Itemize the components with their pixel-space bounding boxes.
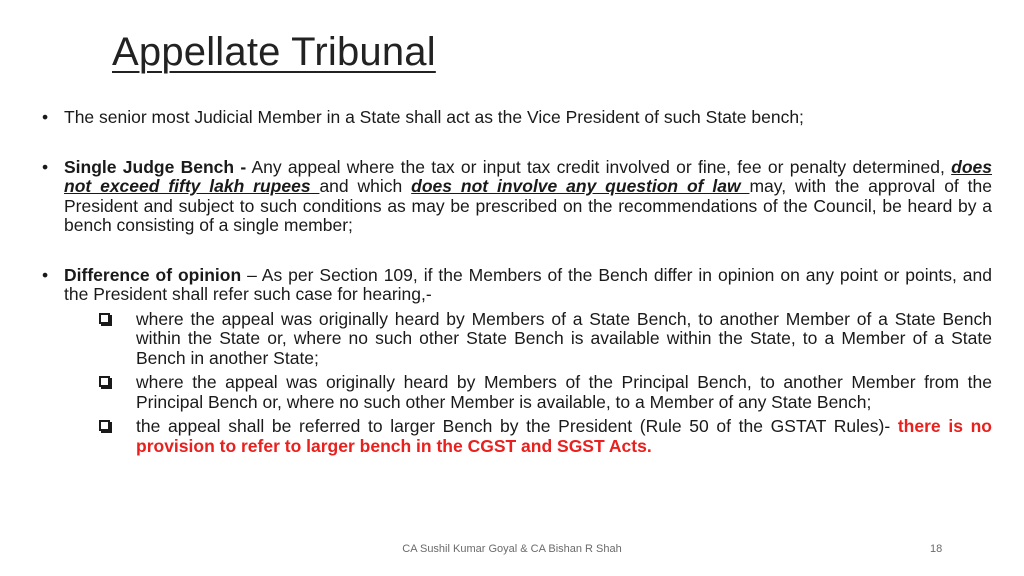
slide-body	[42, 108, 992, 456]
sub-item-text: the appeal shall be referred to larger Bench by the President (Rule 50 of the GSTAT Rules)-	[136, 416, 891, 436]
slide-title: Appellate Tribunal	[112, 30, 436, 74]
bullet-text: The senior most Judicial Member in a State shall act as the Vice President of such State bench;	[64, 107, 804, 127]
bullet-text-part: Any appeal where the tax or input tax credit involved or fine, fee or penalty determined,	[246, 156, 952, 177]
bullet-icon: •	[42, 107, 49, 127]
sub-item-principal-bench	[42, 373, 992, 412]
bullet-icon: •	[42, 156, 49, 177]
checkbox-bullet-icon	[99, 420, 110, 431]
sub-item-text: where the appeal was originally heard by Members of a State Bench, to another Member of a State Bench within the State or, where no such other State Bench is available within the State, to a Member of a State Bench in another State;	[136, 308, 992, 368]
bullet-text-part: may, with the approval of the President and subject to such conditions as may be prescribed on the recommendations of the Council, be heard by a bench consisting of a single member;	[64, 176, 992, 235]
checkbox-bullet-icon	[99, 313, 110, 324]
sub-item-larger-bench	[42, 417, 992, 456]
bullet-heading: Difference of opinion	[64, 264, 242, 285]
bullet-heading: Single Judge Bench -	[64, 156, 247, 177]
bullet-vice-president	[42, 108, 992, 128]
highlight-note: there is no provision to refer to larger bench in the CGST and SGST Acts.	[136, 416, 992, 456]
sub-item-text: where the appeal was originally heard by Members of the Principal Bench, to another Member from the Principal Bench or, where no such other Member is available, to a Member of any State Bench;	[136, 372, 992, 412]
page-number: 18	[930, 543, 943, 555]
sub-item-state-bench	[42, 310, 992, 369]
bullet-difference-of-opinion	[42, 266, 992, 305]
checkbox-bullet-icon	[99, 376, 110, 387]
bullet-text-part: and which	[319, 176, 412, 196]
emphasis-limit: does not exceed fifty lakh rupees	[64, 156, 992, 196]
bullet-icon: •	[42, 264, 49, 285]
bullet-text: – As per Section 109, if the Members of the Bench differ in opinion on any point or points, and the President shall refer such case for hearing,-	[64, 264, 992, 304]
emphasis-question-of-law: does not involve any question of law	[411, 176, 750, 196]
bullet-single-judge-bench	[42, 158, 992, 236]
footer-authors: CA Sushil Kumar Goyal & CA Bishan R Shah	[402, 543, 622, 555]
